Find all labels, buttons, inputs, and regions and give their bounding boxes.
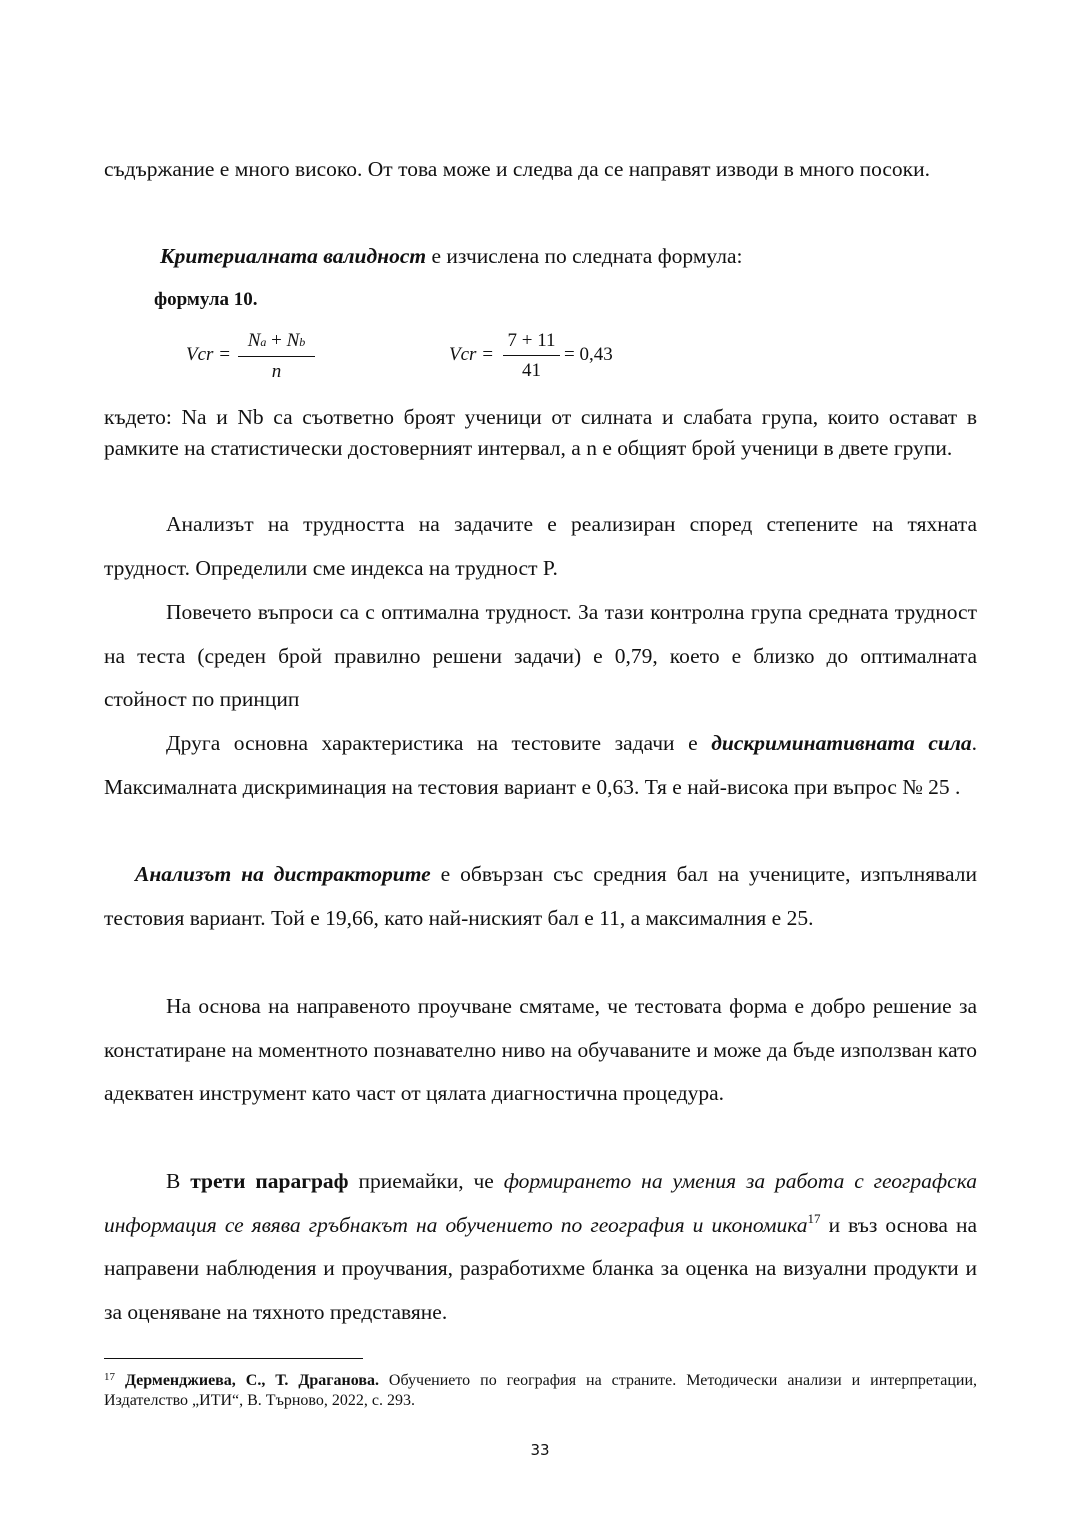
page-number: 33 xyxy=(530,1441,550,1459)
paragraph-where xyxy=(104,402,977,464)
paragraph-text: е изчислена по следната формула: xyxy=(426,244,743,268)
formula-label: формула 10. xyxy=(154,289,258,310)
term-discriminative-power: дискриминативната сила xyxy=(711,731,972,755)
footnote xyxy=(104,1371,977,1411)
paragraph-continuation xyxy=(104,148,977,192)
formula-numeric-numerator: 7 + 11 xyxy=(503,329,560,356)
paragraph-optimal-difficulty xyxy=(104,591,977,722)
term-third-paragraph: трети параграф xyxy=(190,1169,349,1193)
footnote-separator xyxy=(104,1358,363,1359)
paragraph-distractors xyxy=(104,853,977,940)
formula-general-numerator: Na + Nb xyxy=(238,329,315,357)
formula-general-denominator: n xyxy=(271,361,282,382)
paragraph-text: Друга основна характеристика на тестовите задачи е xyxy=(166,731,712,755)
footnote-marker: 17 xyxy=(104,1371,115,1383)
footnote-authors: Дерменджиева, С., Т. Драганова. xyxy=(124,1372,379,1389)
paragraph-text: приемайки, че xyxy=(348,1169,504,1193)
paragraph-criterion-validity xyxy=(104,235,977,279)
paragraph-discrimination xyxy=(104,722,977,809)
paragraph-text: . Максималната дискриминация на тестовия вариант е 0,63. Тя е най-висока при въпрос № 25 . xyxy=(104,731,978,799)
term-distractor-analysis: Анализът на дистракторите xyxy=(135,862,431,886)
quoted-italic-text: формирането на умения за работа с географска информация се явява гръбнакът на обучението по география и икономика xyxy=(104,1169,977,1237)
formula-numeric-lhs: Vcr = xyxy=(449,344,495,365)
paragraph-third-section xyxy=(104,1160,977,1334)
formula-general-lhs: Vcr = xyxy=(186,344,232,365)
paragraph-text: На основа на направеното проучване смятаме, че тестовата форма е добро решение за констатиране на моментното познавателно ниво на обучаваните и може да бъде използван като адекватен инструмент като част от цялата диагностична процедура. xyxy=(104,994,977,1105)
paragraph-text: съдържание е много високо. От това може и следва да се направят изводи в много посоки. xyxy=(104,157,931,181)
formula-numeric-result: = 0,43 xyxy=(564,344,613,365)
paragraph-text: е обвързан със средния бал на учениците, изпълнявали тестовия вариант. Той е 19,66, като най-ниският бал е 11, а максималния е 25. xyxy=(104,862,977,930)
formula-numeric-denominator: 41 xyxy=(522,360,541,381)
term-criterion-validity: Критериалната валидност xyxy=(160,244,427,268)
paragraph-difficulty-analysis xyxy=(104,503,977,590)
paragraph-text: и въз основа на направени наблюдения и проучвания, разработихме бланка за оценка на визуални продукти и за оценяване на тяхното представяне. xyxy=(104,1212,977,1324)
footnote-reference[interactable]: 17 xyxy=(807,1210,821,1226)
paragraph-conclusion xyxy=(104,985,977,1116)
paragraph-text: Повечето въпроси са с оптимална трудност. За тази контролна група средната трудност на теста (среден брой правилно решени задачи) е 0,79, което е близко до оптималната стойност по принцип xyxy=(104,600,977,711)
formula-general-fraction xyxy=(238,329,315,384)
footnote-text: Обучението по география на страните. Методически анализи и интерпретации, Издателство „ИТИ“, В. Търново, 2022, с. 293. xyxy=(104,1372,978,1409)
paragraph-text: където: Na и Nb са съответно броят ученици от силната и слабата група, които остават в рамките на статистически достоверният интервал, а n е общият брой ученици в двете групи. xyxy=(104,405,977,460)
formula-numeric-fraction xyxy=(503,329,560,383)
paragraph-text: Анализът на трудността на задачите е реализиран според степените на тяхната трудност. Определили сме индекса на трудност P. xyxy=(104,512,977,580)
paragraph-text: В xyxy=(166,1169,191,1193)
